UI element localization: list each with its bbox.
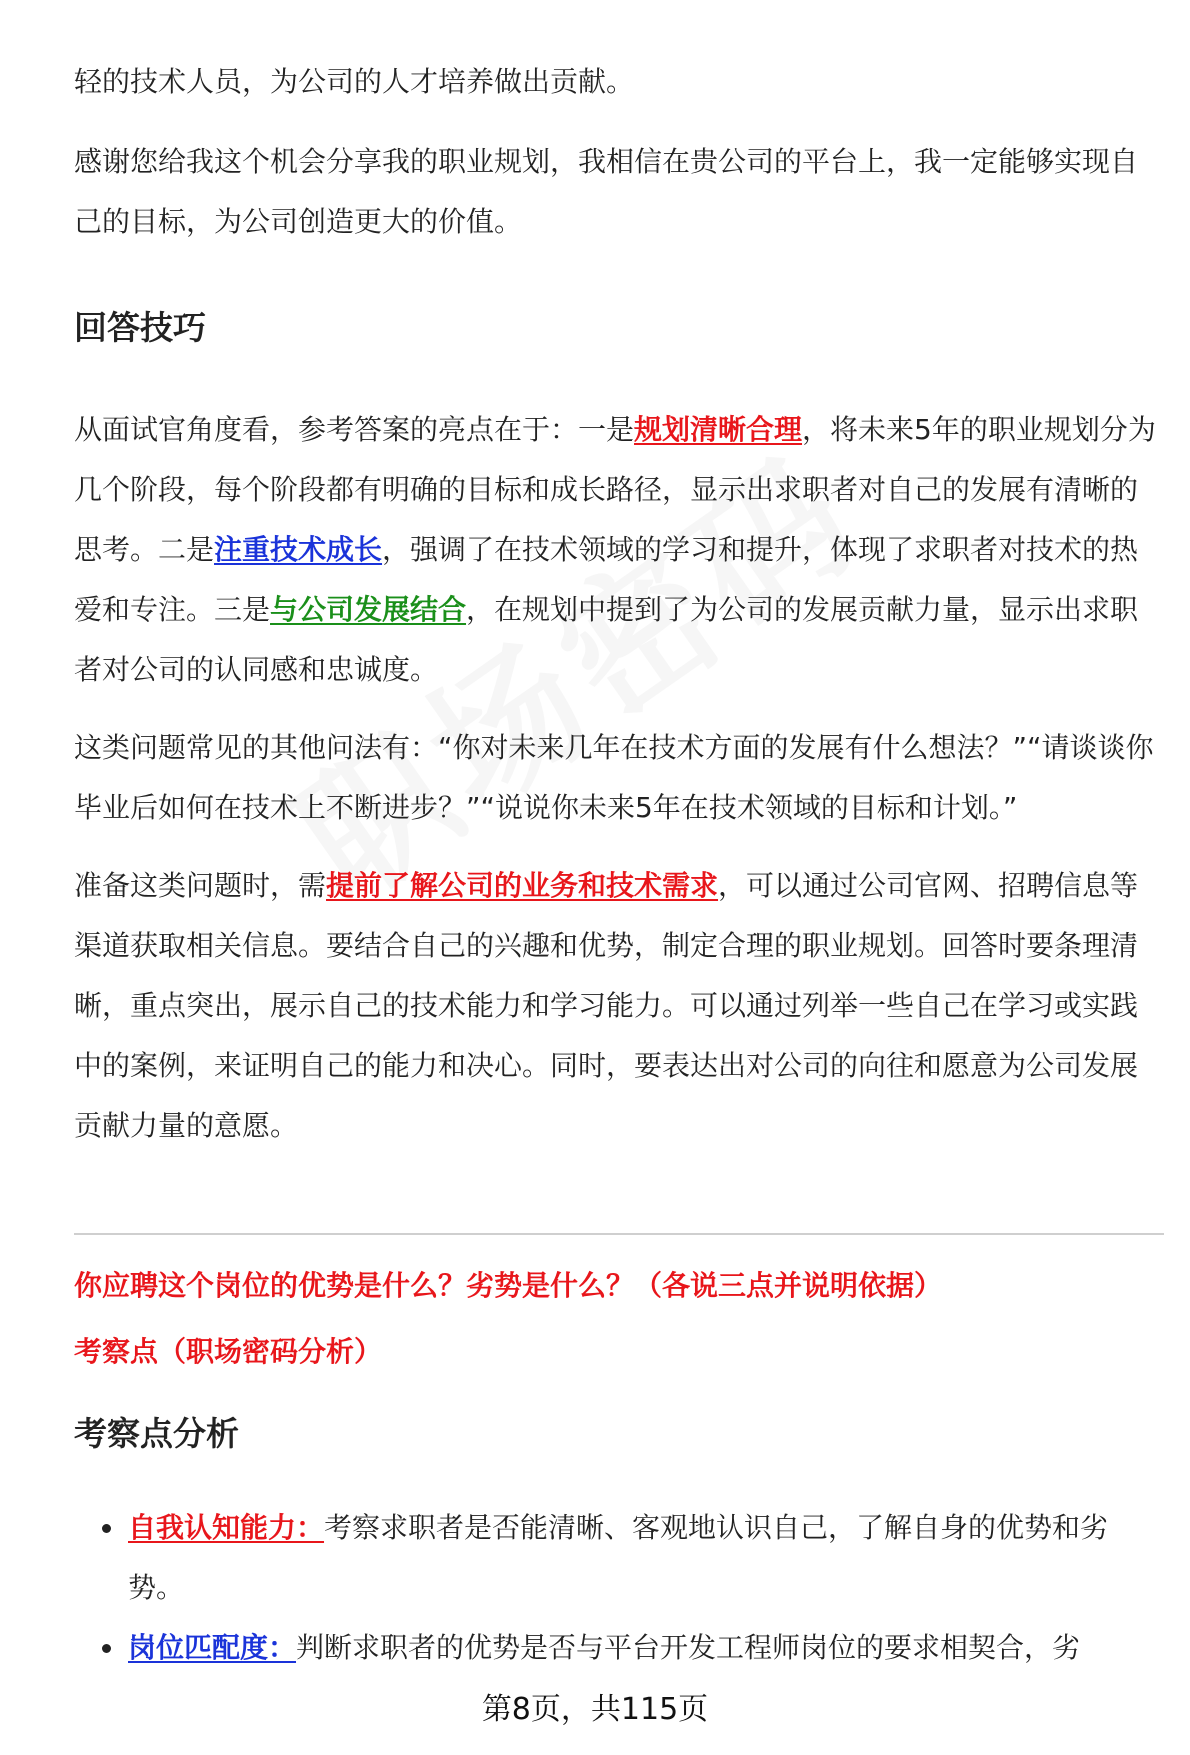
tips-heading: 回答技巧 xyxy=(74,308,206,347)
tips-paragraph-2: 这类问题常见的其他问法有：“你对未来几年在技术方面的发展有什么想法？”“请谈谈你毕业后如何在技术上不断进步？”“说说你未来5年在技术领域的目标和计划。” xyxy=(74,731,1154,824)
tips-p3-text-b: ，可以通过公司官网、招聘信息等渠道获取相关信息。要结合自己的兴趣和优势，制定合理的职业规划。回答时要条理清晰，重点突出，展示自己的技术能力和学习能力。可以通过列举一些自己在学习或实践中的案例，来证明自己的能力和决心。同时，要表达出对公司的向往和愿意为公司发展贡献力量的意愿。 xyxy=(74,869,1139,1142)
question-section xyxy=(74,1262,1164,1678)
list-item xyxy=(128,1618,1164,1678)
item-label-self-awareness: 自我认知能力： xyxy=(128,1511,325,1544)
document-body xyxy=(74,60,1164,1156)
item-text: 考察求职者是否能清晰、客观地认识自己，了解自身的优势和劣势。 xyxy=(128,1511,1109,1604)
analysis-heading: 考察点分析 xyxy=(74,1414,239,1453)
item-label-job-fit: 岗位匹配度： xyxy=(128,1631,297,1664)
page-footer: 第8页，共115页 xyxy=(481,1692,709,1727)
highlight-tech-growth: 注重技术成长 xyxy=(214,533,383,566)
tips-p1-text-a: 从面试官角度看，参考答案的亮点在于：一是 xyxy=(74,413,635,446)
question-subtitle: 考察点（职场密码分析） xyxy=(74,1335,383,1368)
tips-p1-text-c: ，强调了在技术领域的学习和提升，体现了求职者对技术的热爱和专注。三是 xyxy=(74,533,1139,626)
tips-paragraph-3 xyxy=(74,856,1164,1156)
paragraph-continuation: 轻的技术人员，为公司的人才培养做出贡献。 xyxy=(74,65,635,98)
highlight-company-fit: 与公司发展结合 xyxy=(270,593,467,626)
highlight-research-company: 提前了解公司的业务和技术需求 xyxy=(326,869,719,902)
tips-paragraph-1 xyxy=(74,400,1164,700)
tips-p3-text-a: 准备这类问题时，需 xyxy=(74,869,327,902)
tips-p1-text-d: ，在规划中提到了为公司的发展贡献力量，显示出求职者对公司的认同感和忠诚度。 xyxy=(74,593,1139,686)
list-item xyxy=(128,1498,1164,1618)
item-text: 判断求职者的优势是否与平台开发工程师岗位的要求相契合，劣 xyxy=(296,1631,1081,1664)
paragraph-thanks: 感谢您给我这个机会分享我的职业规划，我相信在贵公司的平台上，我一定能够实现自己的目标，为公司创造更大的价值。 xyxy=(74,145,1139,238)
highlight-planning: 规划清晰合理 xyxy=(634,413,803,446)
section-divider xyxy=(74,1233,1164,1235)
analysis-list xyxy=(74,1498,1164,1678)
tips-p1-text-b: ，将未来5年的职业规划分为几个阶段，每个阶段都有明确的目标和成长路径，显示出求职者对自己的发展有清晰的思考。二是 xyxy=(74,413,1156,566)
question-title: 你应聘这个岗位的优势是什么？劣势是什么？（各说三点并说明依据） xyxy=(74,1269,943,1302)
